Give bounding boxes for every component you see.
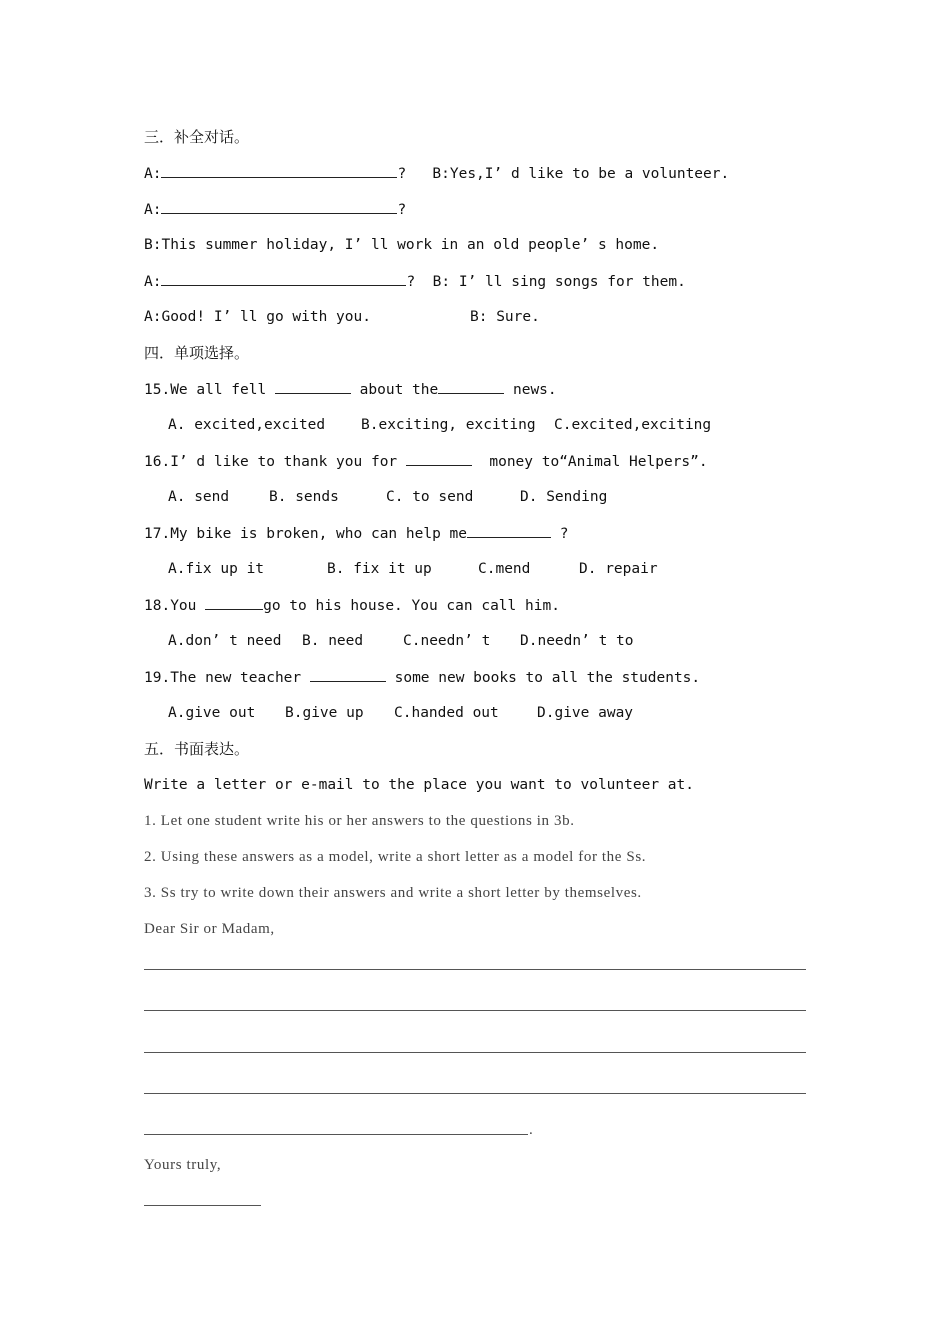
q17-blank[interactable]: [467, 523, 551, 538]
q19-option-d[interactable]: D.give away: [537, 705, 634, 721]
q16-option-d[interactable]: D. Sending: [520, 489, 608, 505]
dialogue-line-5-reply: B: Sure.: [470, 309, 540, 325]
q17-option-c[interactable]: C.mend: [478, 561, 531, 577]
q19-option-b[interactable]: B.give up: [285, 705, 364, 721]
dialogue-line-2: A: ?: [144, 199, 406, 220]
question-17: 17.My bike is broken, who can help me ?: [144, 523, 568, 544]
writing-step-2: 2. Using these answers as a model, write a short letter as a model for the Ss.: [144, 849, 647, 865]
writing-line-5[interactable]: [144, 1134, 528, 1135]
speaker-b-reply: B:Yes,I’ d like to be a volunteer.: [432, 166, 730, 182]
q16-option-c[interactable]: C. to send: [386, 489, 474, 505]
question-18: 18.You go to his house. You can call him.: [144, 595, 560, 616]
writing-line-4[interactable]: [144, 1093, 806, 1094]
q16-blank[interactable]: [406, 451, 472, 466]
writing-line-3[interactable]: [144, 1052, 806, 1053]
q15-blank-1[interactable]: [275, 379, 351, 394]
dialogue-line-5: A:Good! I’ ll go with you.: [144, 309, 371, 325]
answer-blank-2[interactable]: [161, 199, 397, 214]
q18-option-c[interactable]: C.needn’ t: [403, 633, 491, 649]
question-19: 19.The new teacher some new books to all the students.: [144, 667, 700, 688]
dialogue-line-4: A: ? B: I’ ll sing songs for them.: [144, 271, 686, 292]
speaker-a-label: A:: [144, 274, 162, 290]
q19-option-c[interactable]: C.handed out: [394, 705, 499, 721]
question-15: 15.We all fell about the news.: [144, 379, 557, 400]
speaker-a-label: A:: [144, 166, 162, 182]
answer-blank-1[interactable]: [161, 163, 397, 178]
dialogue-line-3: B:This summer holiday, I’ ll work in an old people’ s home.: [144, 237, 660, 253]
q15-option-c[interactable]: C.excited,exciting: [554, 417, 712, 433]
answer-blank-3[interactable]: [161, 271, 406, 286]
q15-option-b[interactable]: B.exciting, exciting: [361, 417, 536, 433]
q17-option-d[interactable]: D. repair: [579, 561, 658, 577]
writing-step-1: 1. Let one student write his or her answers to the questions in 3b.: [144, 813, 575, 829]
writing-line-1[interactable]: [144, 969, 806, 970]
q17-option-a[interactable]: A.fix up it: [168, 561, 265, 577]
writing-line-2[interactable]: [144, 1010, 806, 1011]
q18-option-b[interactable]: B. need: [302, 633, 364, 649]
q18-option-a[interactable]: A.don’ t need: [168, 633, 282, 649]
letter-period: .: [529, 1122, 534, 1138]
writing-prompt: Write a letter or e-mail to the place you want to volunteer at.: [144, 777, 694, 793]
q15-option-a[interactable]: A. excited,excited: [168, 417, 326, 433]
q15-blank-2[interactable]: [438, 379, 504, 394]
q18-blank[interactable]: [205, 595, 263, 610]
speaker-b-reply: B: I’ ll sing songs for them.: [432, 274, 686, 290]
section3-heading: 三．补全对话。: [144, 128, 250, 146]
q16-option-b[interactable]: B. sends: [269, 489, 339, 505]
section4-heading: 四．单项选择。: [144, 344, 250, 362]
q16-option-a[interactable]: A. send: [168, 489, 230, 505]
speaker-a-label: A:: [144, 202, 162, 218]
q18-option-d[interactable]: D.needn’ t to: [520, 633, 634, 649]
section5-heading: 五．书面表达。: [144, 740, 250, 758]
q19-option-a[interactable]: A.give out: [168, 705, 256, 721]
question-16: 16.I’ d like to thank you for money to“Animal Helpers”.: [144, 451, 708, 472]
letter-greeting: Dear Sir or Madam,: [144, 921, 275, 937]
writing-step-3: 3. Ss try to write down their answers and write a short letter by themselves.: [144, 885, 642, 901]
q17-option-b[interactable]: B. fix it up: [327, 561, 432, 577]
dialogue-line-1: A: ? B:Yes,I’ d like to be a volunteer.: [144, 163, 729, 184]
q19-blank[interactable]: [310, 667, 386, 682]
signature-line[interactable]: [144, 1205, 261, 1206]
letter-closing: Yours truly,: [144, 1157, 222, 1173]
